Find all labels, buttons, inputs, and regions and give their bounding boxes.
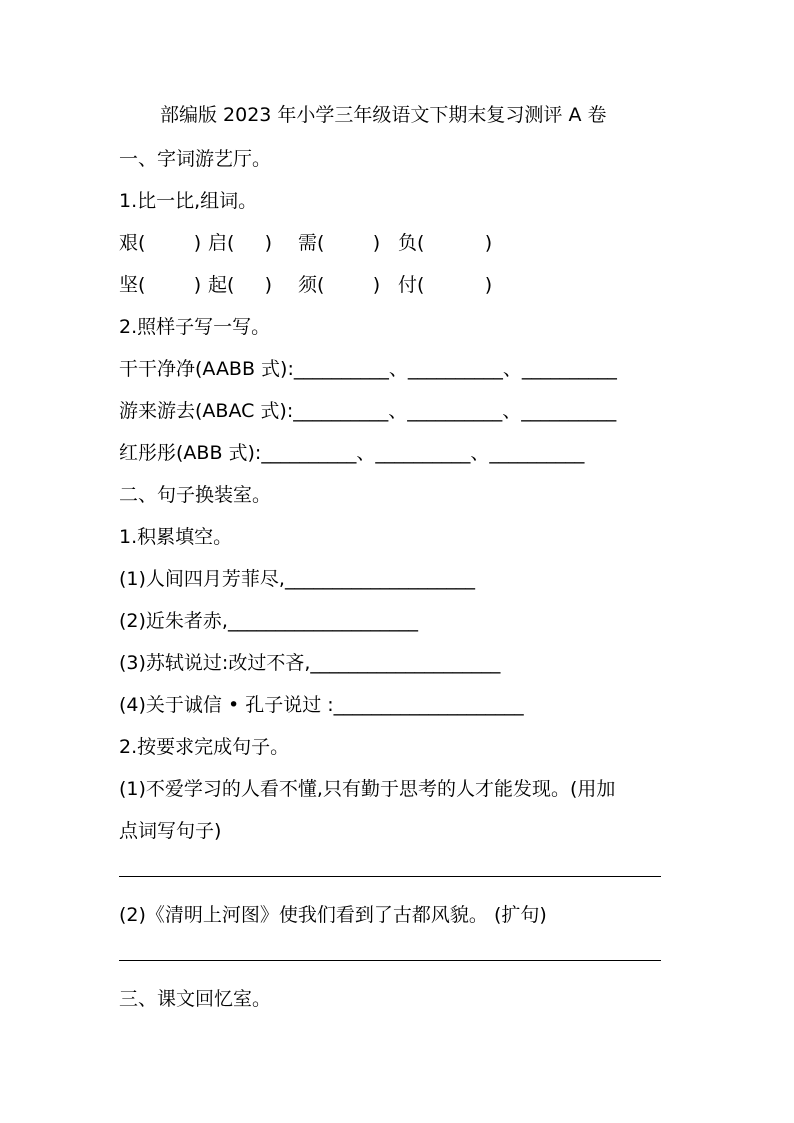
answer-line [119,960,661,961]
compare-cell: 起( ) [208,274,273,296]
fill-blank-item: (3)苏轼说过:改过不吝,____________________ [119,652,501,674]
compare-cell: 负( ) [398,232,493,254]
compare-cell: 需( ) [298,232,381,254]
section2-heading: 二、句子换装室。 [119,484,272,506]
section3-heading: 三、课文回忆室。 [119,988,272,1010]
section1-q2-label: 2.照样子写一写。 [119,316,271,338]
section2-q1-label: 1.积累填空。 [119,526,233,548]
section1-heading: 一、字词游艺厅。 [119,148,272,170]
compare-cell: 艰( ) [119,232,202,254]
pattern-line-abac: 游来游去(ABAC 式):__________、__________、__________ [119,400,617,422]
sentence-task-2: (2)《清明上河图》使我们看到了古都风貌。 (扩句) [119,904,547,926]
compare-cell: 付( ) [398,274,493,296]
answer-line [119,876,661,877]
section1-q1-label: 1.比一比,组词。 [119,190,258,212]
compare-cell: 启( ) [208,232,273,254]
fill-blank-item: (1)人间四月芳菲尽,____________________ [119,568,475,590]
pattern-line-abb: 红彤彤(ABB 式):__________、__________、__________ [119,442,585,464]
compare-cell: 须( ) [298,274,381,296]
sentence-task-1-line2: 点词写句子) [119,820,222,842]
fill-blank-item: (4)关于诚信 • 孔子说过 :____________________ [119,694,524,716]
section2-q2-label: 2.按要求完成句子。 [119,736,290,758]
sentence-task-1-line1: (1)不爱学习的人看不懂,只有勤于思考的人才能发现。(用加 [119,778,616,800]
pattern-line-aabb: 干干净净(AABB 式):__________、__________、__________ [119,358,617,380]
fill-blank-item: (2)近朱者赤,____________________ [119,610,418,632]
compare-cell: 坚( ) [119,274,202,296]
page-title: 部编版 2023 年小学三年级语文下期末复习测评 A 卷 [160,104,607,126]
